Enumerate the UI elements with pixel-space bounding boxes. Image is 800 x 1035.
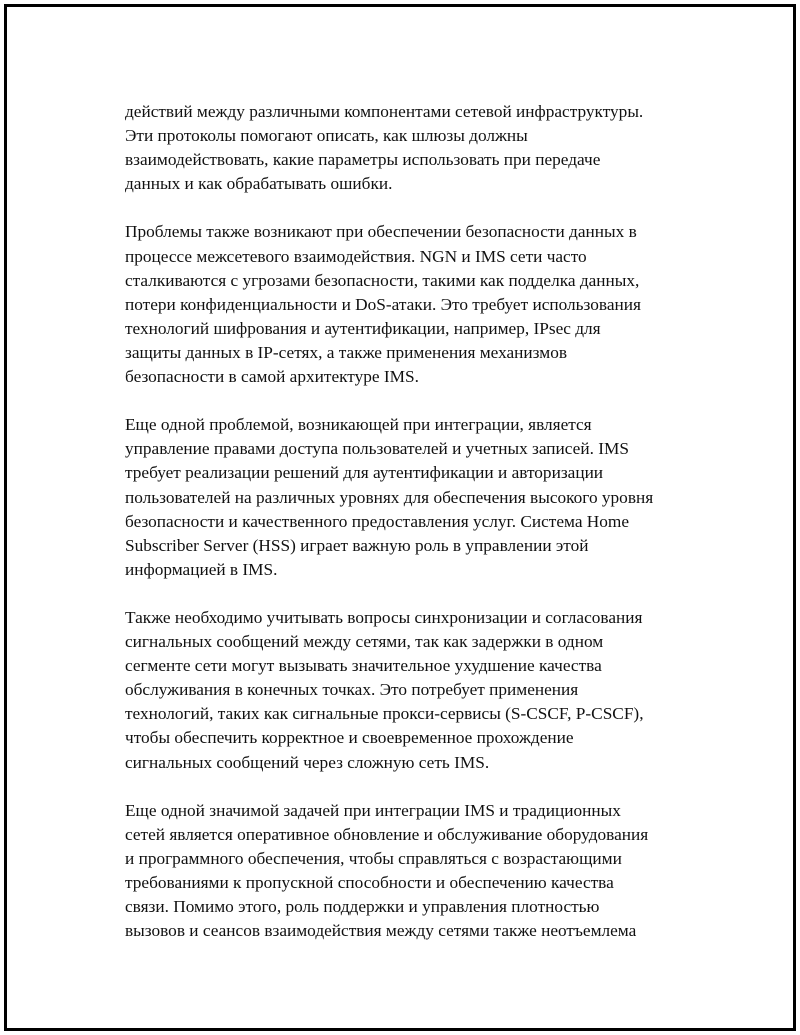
text-line: Еще одной значимой задачей при интеграции IMS и традиционных	[125, 800, 621, 820]
text-line: технологий шифрования и аутентификации, например, IPsec для	[125, 318, 601, 338]
text-line: потери конфиденциальности и DoS-атаки. Это требует использования	[125, 294, 641, 314]
text-line: сегменте сети могут вызывать значительное ухудшение качества	[125, 656, 602, 676]
text-line: безопасности и качественного предоставления услуг. Система Home	[125, 511, 630, 531]
text-line: Subscriber Server (HSS) играет важную роль в управлении этой	[125, 535, 589, 555]
paragraph-1	[125, 100, 725, 196]
text-line: вызовов и сеансов взаимодействия между сетями также неотъемлема	[125, 921, 637, 941]
text-line: защиты данных в IP-сетях, а также применения механизмов	[125, 342, 567, 362]
text-line: чтобы обеспечить корректное и своевременное прохождение	[125, 728, 574, 748]
text-line: обслуживания в конечных точках. Это потребует применения	[125, 680, 579, 700]
text-line: требует реализации решений для аутентификации и авторизации	[125, 463, 604, 483]
paragraph-3	[125, 413, 725, 582]
document-body	[125, 100, 725, 967]
paragraph-2	[125, 220, 725, 389]
text-line: и программного обеспечения, чтобы справляться с возрастающими	[125, 848, 622, 868]
text-line: Еще одной проблемой, возникающей при интеграции, является	[125, 415, 592, 435]
text-line: связи. Помимо этого, роль поддержки и управления плотностью	[125, 897, 600, 917]
text-line: сталкиваются с угрозами безопасности, такими как подделка данных,	[125, 270, 640, 290]
text-line: данных и как обрабатывать ошибки.	[125, 174, 393, 194]
text-line: сетей является оперативное обновление и обслуживание оборудования	[125, 824, 649, 844]
text-line: пользователей на различных уровнях для обеспечения высокого уровня	[125, 487, 654, 507]
text-line: Также необходимо учитывать вопросы синхронизации и согласования	[125, 607, 643, 627]
text-line: требованиями к пропускной способности и обеспечению качества	[125, 873, 614, 892]
text-line: Эти протоколы помогают описать, как шлюзы должны	[125, 126, 528, 146]
text-line: действий между различными компонентами сетевой инфраструктуры.	[125, 102, 644, 121]
text-line: информацией в IMS.	[125, 559, 278, 579]
text-line: управление правами доступа пользователей и учетных записей. IMS	[125, 439, 629, 459]
text-line: сигнальных сообщений через сложную сеть IMS.	[125, 752, 490, 772]
text-line: безопасности в самой архитектуре IMS.	[125, 367, 419, 387]
paragraph-4	[125, 606, 725, 775]
text-line: взаимодействовать, какие параметры использовать при передаче	[125, 150, 601, 170]
text-line: процессе межсетевого взаимодействия. NGN и IMS сети часто	[125, 246, 587, 266]
text-line: технологий, таких как сигнальные прокси-сервисы (S-CSCF, P-CSCF),	[125, 704, 644, 724]
text-line: сигнальных сообщений между сетями, так как задержки в одном	[125, 632, 604, 652]
text-line: Проблемы также возникают при обеспечении безопасности данных в	[125, 222, 637, 242]
paragraph-5	[125, 799, 725, 944]
page-frame	[4, 4, 796, 1031]
